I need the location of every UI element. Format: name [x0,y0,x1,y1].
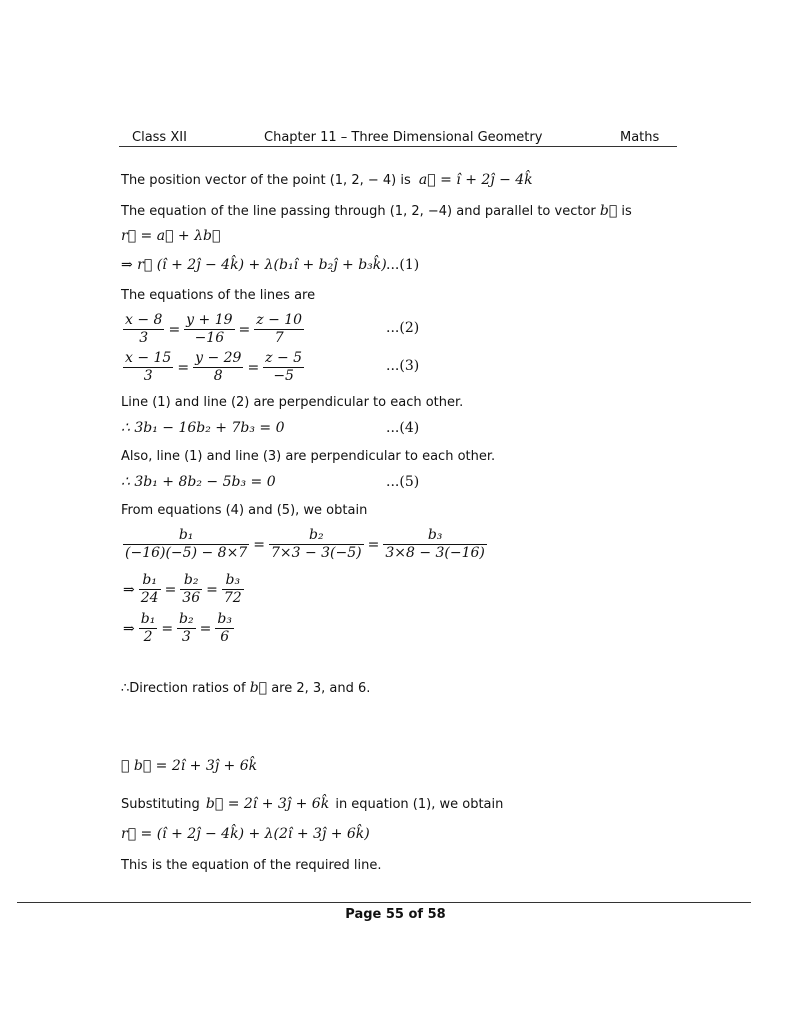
ratio3-num-b1: b₁ [140,611,156,627]
substituting-math: b⃗ = 2î + 3ĵ + 6k̂ [205,796,330,812]
eq3-fraction-y [193,350,243,385]
line-equation-is: is [621,204,632,219]
ratio2-num-b2: b₂ [180,572,202,590]
final-equation: r⃗ = (î + 2ĵ − 4k̂) + λ(2î + 3ĵ + 6k̂) [121,826,370,842]
vector-b-result: ∴ b⃗ = 2î + 3ĵ + 6k̂ [121,758,258,774]
eq3-fraction-z [263,350,304,385]
eq2-equals-1: = [168,321,181,338]
perpendicular-1-3-text: Also, line (1) and line (3) are perpendicular to each other. [121,449,496,464]
eq3-num-x: x − 15 [125,350,172,366]
ratio3-den-b3: 6 [220,629,230,645]
eq2-den-x: 3 [139,330,149,346]
ratio2-num-b3: b₃ [222,572,244,590]
ratio1-num-b3: b₃ [383,527,487,545]
ratio1-den-b1: (−16)(−5) − 8×7 [125,545,248,561]
header-rule [119,146,677,147]
conclusion-text: This is the equation of the required line. [121,858,382,873]
ratio2-num-b1: b₁ [139,572,161,590]
ratio2-fraction-b1 [139,572,161,607]
header-class: Class XII [132,130,187,145]
ratio2-equals-2: = [206,581,218,598]
ratio2-den-b3: 72 [223,590,242,606]
ratio3-implies: ⇒ [123,620,135,637]
header-chapter: Chapter 11 – Three Dimensional Geometry [264,130,543,145]
equation-5-tag: ...(5) [386,474,420,490]
eq2-num-x: x − 8 [125,312,163,328]
position-vector-text: The position vector of the point (1, 2, − 4) is [121,173,411,188]
footer-rule [17,902,751,903]
substituting-post: in equation (1), we obtain [335,797,504,812]
equation-3-tag: ...(3) [386,358,420,374]
page-number: Page 55 of 58 [345,907,446,922]
ratio3-fraction-b3 [215,611,234,646]
equation-5: ∴ 3b₁ + 8b₂ − 5b₃ = 0 [121,474,276,490]
ratio2-den-b2: 36 [182,590,201,606]
equations-of-lines-text: The equations of the lines are [121,288,316,303]
ratio3-fraction-b1 [139,611,158,646]
equation-1-tag: ...(1) [386,257,420,273]
equation-1: ⇒ r⃗ (î + 2ĵ − 4k̂) + λ(b₁î + b₂ĵ + b₃k̂) [121,257,387,273]
ratio2-fraction-b3 [222,572,244,607]
position-vector-line [121,172,533,188]
ratio1-fraction-b3 [383,527,487,562]
vector-b-symbol: b⃗ [599,203,618,219]
eq2-num-z: z − 10 [256,312,303,328]
ratio3-den-b2: 3 [181,629,191,645]
eq3-den-x: 3 [143,368,153,384]
position-vector-math: a⃗ = î + 2ĵ − 4k̂ [418,172,533,188]
ratio3-fraction-b2 [177,611,196,646]
substituting-line [121,796,503,812]
substituting-pre: Substituting [121,797,200,812]
equation-4: ∴ 3b₁ − 16b₂ + 7b₃ = 0 [121,420,285,436]
ratio3-equals-2: = [199,620,212,637]
direction-ratios-line [121,680,370,696]
direction-ratios-pre: ∴Direction ratios of [121,681,246,696]
ratio1-den-b3: 3×8 − 3(−16) [385,545,485,561]
eq3-num-z: z − 5 [265,350,303,366]
ratio3-num-b2: b₂ [179,611,194,627]
direction-ratios-post: are 2, 3, and 6. [271,681,371,696]
eq3-num-y: y − 29 [195,350,242,366]
ratio1-num-b2: b₂ [269,527,364,545]
eq3-equals-1: = [177,359,190,376]
ratio3-den-b1: 2 [143,629,153,645]
ratio1-fraction-b1 [123,527,249,562]
ratio3-equals-1: = [161,620,174,637]
eq2-fraction-z [254,312,304,347]
ratio3-num-b3: b₃ [217,611,232,627]
eq3-den-y: 8 [213,368,223,384]
eq3-den-z: −5 [273,368,294,384]
ratio1-den-b2: 7×3 − 3(−5) [270,545,362,561]
ratio1-equals-1: = [253,536,265,553]
eq2-equals-2: = [238,321,251,338]
equation-2-tag: ...(2) [386,320,420,336]
ratio-equation-1 [121,527,489,562]
ratio-equation-2 [121,572,246,607]
eq3-fraction-x [123,350,173,385]
eq2-fraction-y [184,312,234,347]
header-subject: Maths [620,130,660,145]
eq3-equals-2: = [247,359,260,376]
perpendicular-1-2-text: Line (1) and line (2) are perpendicular to each other. [121,395,464,410]
ratio2-den-b1: 24 [140,590,159,606]
ratio2-equals-1: = [164,581,177,598]
from-equations-text: From equations (4) and (5), we obtain [121,503,368,518]
eq2-num-y: y + 19 [186,312,233,328]
line-equation-intro [121,203,632,219]
equation-4-tag: ...(4) [386,420,420,436]
ratio2-implies: ⇒ [123,581,135,598]
equation-2 [121,312,306,347]
direction-ratios-vector: b⃗ [249,680,268,696]
eq2-den-z: 7 [274,330,284,346]
ratio1-fraction-b2 [269,527,364,562]
ratio1-equals-2: = [367,536,380,553]
eq2-fraction-x [123,312,164,347]
vector-line-equation: r⃗ = a⃗ + λb⃗ [121,228,221,244]
line-equation-text: The equation of the line passing through (1, 2, −4) and parallel to vector [121,204,596,219]
ratio2-fraction-b2 [180,572,202,607]
ratio1-num-b1: b₁ [123,527,249,545]
ratio-equation-3 [121,611,236,646]
eq2-den-y: −16 [194,330,225,346]
equation-3 [121,350,306,385]
